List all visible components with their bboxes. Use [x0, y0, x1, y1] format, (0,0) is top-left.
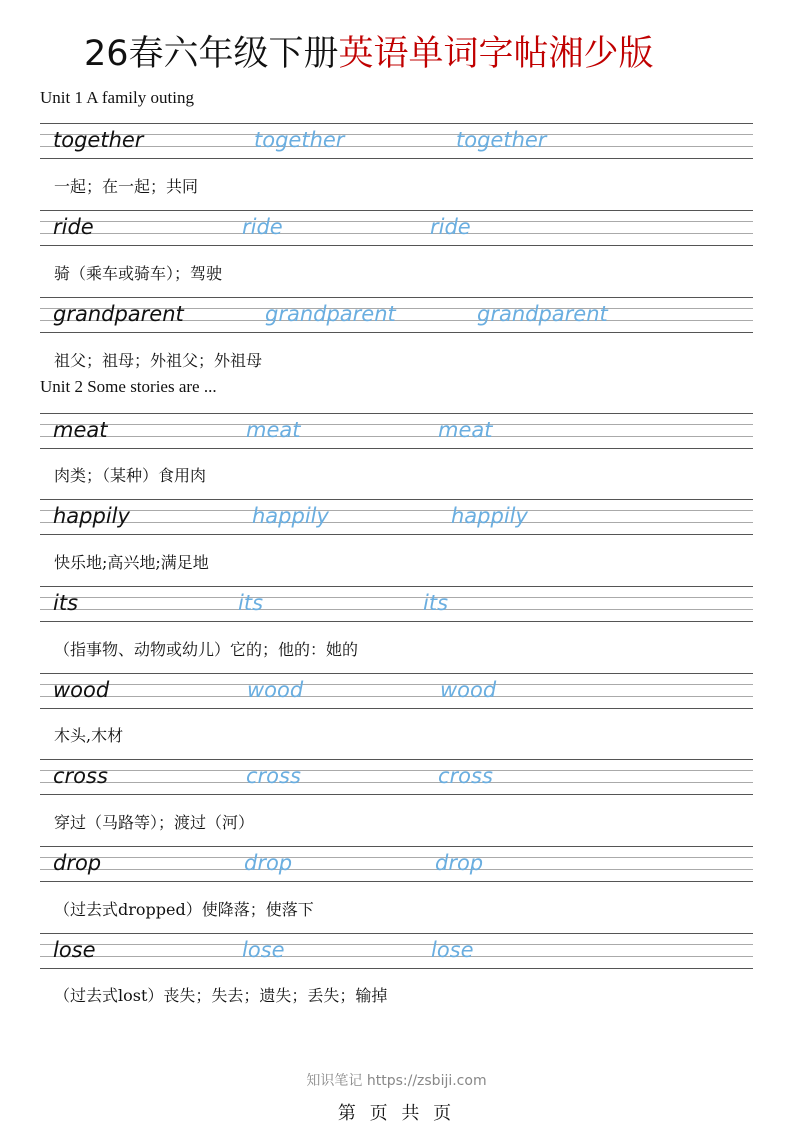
word-meaning: （过去式dropped）使降落；使落下: [54, 900, 314, 919]
word-model: lose: [53, 938, 96, 962]
word-model: happily: [53, 504, 130, 528]
footer-site-link[interactable]: 知识笔记 https://zsbiji.com: [306, 1073, 487, 1089]
word-trace: ride: [242, 215, 283, 239]
word-model: cross: [53, 764, 108, 788]
word-meaning: （过去式lost）丧失；失去；遗失；丢失；输掉: [54, 986, 388, 1005]
word-trace: its: [238, 591, 264, 615]
word-meaning: 肉类；（某种）食用肉: [54, 466, 207, 485]
word-practice-row: [40, 499, 753, 535]
word-trace: meat: [246, 418, 301, 442]
word-practice-row: [40, 123, 753, 159]
word-trace: drop: [244, 851, 293, 875]
word-trace: cross: [438, 764, 493, 788]
word-model: together: [53, 128, 144, 152]
word-trace: meat: [438, 418, 493, 442]
page-title: [84, 30, 654, 78]
word-trace: wood: [440, 678, 497, 702]
word-trace: ride: [430, 215, 471, 239]
word-trace: lose: [242, 938, 285, 962]
word-model: meat: [53, 418, 108, 442]
word-meaning: 快乐地;高兴地;满足地: [54, 553, 209, 572]
word-meaning: 骑（乘车或骑车）；驾驶: [54, 264, 223, 283]
word-trace: cross: [246, 764, 301, 788]
title-subject: 英语单词字帖湘少版: [338, 34, 654, 74]
word-trace: grandparent: [265, 302, 396, 326]
word-trace: lose: [431, 938, 474, 962]
word-trace: together: [456, 128, 547, 152]
word-model: drop: [53, 851, 102, 875]
word-practice-row: [40, 586, 753, 622]
title-grade: 26春六年级下册: [84, 34, 339, 74]
word-trace: drop: [435, 851, 484, 875]
word-trace: happily: [451, 504, 528, 528]
word-practice-row: [40, 413, 753, 449]
word-meaning: 穿过（马路等）；渡过（河）: [54, 813, 255, 832]
word-model: its: [53, 591, 79, 615]
word-meaning: （指事物、动物或幼儿）它的；他的：她的: [54, 640, 359, 659]
word-practice-row: [40, 759, 753, 795]
word-trace: together: [254, 128, 345, 152]
word-trace: its: [423, 591, 449, 615]
word-meaning: 一起；在一起；共同: [54, 177, 199, 196]
word-practice-row: [40, 673, 753, 709]
word-meaning: 木头,木材: [54, 726, 124, 745]
word-practice-row: [40, 210, 753, 246]
word-model: grandparent: [53, 302, 184, 326]
word-model: ride: [53, 215, 94, 239]
word-model: wood: [53, 678, 110, 702]
word-practice-row: [40, 297, 753, 333]
word-trace: happily: [252, 504, 329, 528]
unit-heading: Unit 2 Some stories are ...: [40, 377, 217, 396]
word-practice-row: [40, 846, 753, 882]
unit-heading: Unit 1 A family outing: [40, 88, 194, 107]
word-trace: wood: [247, 678, 304, 702]
word-practice-row: [40, 933, 753, 969]
word-meaning: 祖父；祖母；外祖父；外祖母: [54, 351, 263, 370]
word-trace: grandparent: [477, 302, 608, 326]
page-number: 第 页 共 页: [337, 1103, 456, 1124]
